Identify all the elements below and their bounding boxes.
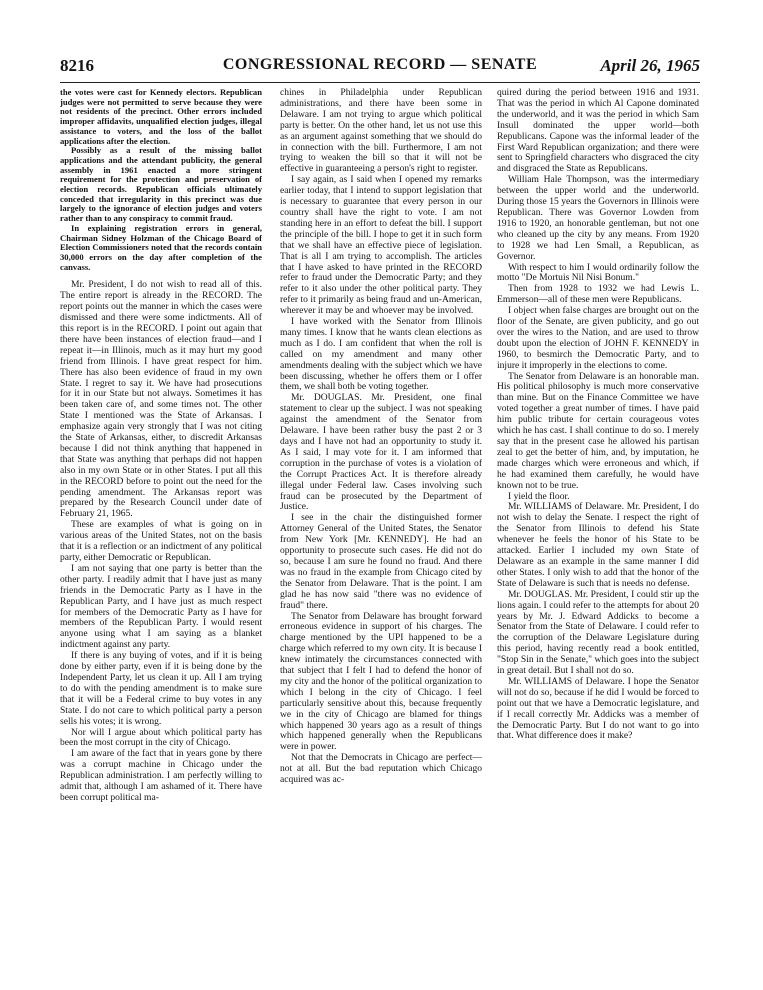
paragraph: I am aware of the fact that in years gone by there was a corrupt machine in Chicago under the Republican administration. I am perfectly willing to admit that, although I am ashamed of it. There have been corrupt political ma-	[60, 748, 262, 803]
text-column-1	[60, 88, 262, 974]
paragraph: Nor will I argue about which political party has been the most corrupt in the city of Chicago.	[60, 726, 262, 749]
paragraph: I see in the chair the distinguished former Attorney General of the United States, the Senator from New York [Mr. KENNEDY]. He had an opportunity to prosecute such cases. He did not do so, because I am sure he found no fraud. And there was no fraud in the example from Chicago cited by the Senator from Delaware. That is the point. I am glad he has now said "there was no evidence of fraud" there.	[280, 512, 482, 611]
paragraph: With respect to him I would ordinarily follow the motto "De Mortuis Nil Nisi Bonum."	[497, 261, 699, 284]
text-column-2	[280, 88, 482, 974]
paragraph: the votes were cast for Kennedy electors. Republican judges were not permitted to serve because they were not residents of the precinct. Other errors included improper affidavits, unqualified election judges, illegal assistance to voters, and the loss of the ballot applications after the election.	[60, 88, 262, 146]
page-number: 8216	[60, 56, 94, 75]
paragraph: I am not saying that one party is better than the other party. I readily admit that I have just as many friends in the Democratic Party as I have in the Republican Party, and I have just as much respect for members of the Democratic Party as I have for members of the Republican Party. I would resent anyone using what I am saying as a blanket indictment against any party.	[60, 562, 262, 651]
issue-date: April 26, 1965	[600, 56, 700, 75]
paragraph: These are examples of what is going on in various areas of the United States, not on the basis that it is a reflection or an indictment of any political party, either Democratic or Republican.	[60, 519, 262, 564]
paragraph: Mr. WILLIAMS of Delaware. Mr. President, I do not wish to delay the Senate. I respect the right of the Senator from Illinois to defend his State whenever he feels the honor of his State to be attacked. Earlier I included my own State of Delaware as an example in the same manner I did other States. I only wish to add that the honor of the State of Delaware is such that is needs no defense.	[497, 501, 699, 589]
paragraph: William Hale Thompson, was the intermediary between the upper world and the underworld. During those 15 years the Governors in Illinois were Republican. There was Governor Lowden from 1916 to 1920, an honorable gentleman, but not one who cleaned up the city by any means. From 1920 to 1928 we had Len Small, a Republican, as Governor.	[497, 174, 699, 262]
paragraph: I yield the floor.	[508, 490, 570, 502]
paragraph: Mr. DOUGLAS. Mr. President, one final statement to clear up the subject. I was not speaking against the amendment of the Senator from Delaware. I have been rather busy the past 2 or 3 days and I have not had an opportunity to study it. As I said, I may vote for it. I am informed that corruption in the purchase of votes is a violation of the Corrupt Practices Act. It is therefore already illegal under Federal law. Cases involving such fraud can be prosecuted by the Department of Justice.	[280, 392, 482, 513]
page-header	[60, 56, 700, 83]
paragraph: If there is any buying of votes, and if it is being done by either party, even if it is being done by the Independent Party, let us clean it up. All I am trying to do with the pending amendment is to make sure that it will be a Federal crime to buy votes in any State. I do not care to which political party a person sells his votes; it is wrong.	[60, 650, 262, 727]
paragraph: quired during the period between 1916 and 1931. That was the period in which Al Capone dominated the underworld, and it was the period in which Sam Insull dominated the upper world—both Republicans. Capone was the informal leader of the First Ward Republican organization; and there were sent to Springfield characters who disgraced the city and disgraced the State as Republicans.	[497, 88, 699, 175]
paragraph: chines in Philadelphia under Republican administrations, and there have been some in Delaware. I am not trying to argue which political party is better. On the other hand, let us not use this as an argument against something that we should do in connection with the bill. Furthermore, I am not trying to weaken the bill so that it will not be effective in guaranteeing a person's right to register.	[280, 88, 482, 175]
publication-title: CONGRESSIONAL RECORD — SENATE	[222, 56, 538, 73]
paragraph: Mr. WILLIAMS of Delaware. I hope the Senator will not do so, because if he did I would be forced to point out that we have a Democratic legislature, and if I recall correctly Mr. Addicks was a member of the Democratic Party. But I do not want to go into that. What difference does it make?	[497, 675, 699, 742]
paragraph: Possibly as a result of the missing ballot applications and the attendant publicity, the general assembly in 1961 enacted a more stringent requirement for the protection and preservation of election records. Republican officials ultimately conceded that irregularity in this precinct was due largely to the ignorance of election judges and voters rather than to any conspiracy to commit fraud.	[60, 145, 262, 224]
paragraph: Mr. DOUGLAS. Mr. President, I could stir up the lions again. I could refer to the attempts for about 20 years by Mr. J. Edward Addicks to become a Senator from the State of Delaware. I could refer to the corruption of the Delaware Legislature during this period, having recently read a book entitled, "Stop Sin in the Senate," which goes into the subject in great detail. But I shall not do so.	[497, 588, 699, 677]
paragraph: The Senator from Delaware is an honorable man. His political philosophy is much more conservative than mine. But on the Finance Committee we have voted together a great number of times. I have paid him public tribute for certain courageous votes which he has cast. I shall continue to do so. I merely say that in the present case he allowed his partisan zeal to get the better of him, and, by imputation, he made charges which were erroneous and which, if he had examined them carefully, he would have known not to be true.	[497, 370, 699, 491]
paragraph: I object when false charges are brought out on the floor of the Senate, are given publicity, and go out over the wires to the Nation, and are used to throw doubt upon the election of JOHN F. KENNEDY in 1960, to besmirch the Democratic Party, and to injure it improperly in the elections to come.	[497, 305, 699, 371]
paragraph: I say again, as I said when I opened my remarks earlier today, that I intend to support legislation that is necessary to guarantee that every person in our country shall have the right to vote. I am not standing here in an effort to defeat the bill. I support the principle of the bill. I hope to get it in such form that we shall have an effective piece of legislation. That is all I am trying to accomplish. The articles that I have asked to have printed in the RECORD refer to fraud under the Democratic Party; and they refer to it also under the other political party. They refer to it primarily as being fraud and un-American, wherever it may be and whoever may be involved.	[280, 174, 482, 317]
paragraph: Then from 1928 to 1932 we had Lewis L. Emmerson—all of these men were Republicans.	[497, 283, 699, 306]
paragraph: Mr. President, I do not wish to read all of this. The entire report is already in the RECORD. The report points out the manner in which the cases were dismissed and there were some indictments. All of this report is in the RECORD. I point out again that there have been instances of election fraud—and I repeat it—in Illinois, much as it may hurt my good friend from Illinois. I have great respect for him. There has also been evidence of fraud in my own State. I regret to say it. We have had prosecutions for it in our State but not always. Sometimes it has been taken care of, and some times not. The other State I mentioned was the State of Arkansas. I emphasize again very strongly that I was not citing the State of Arkansas, either, to discredit Arkansas because I did not think anything that happened in that State was anything that perhaps did not happen also in my own State or in other States. I put all this in the RECORD before to point out the need for the pending amendment. The Arkansas report was prepared by the Research Council under date of February 21, 1965.	[60, 279, 262, 520]
paragraph: I have worked with the Senator from Illinois many times. I know that he wants clean elections as much as I do. I am confident that when the roll is called on my amendment and many other amendments dealing with the subject which we have been discussing, whether he offers them or I offer them, we shall both be voting together.	[280, 316, 482, 393]
text-column-3	[497, 88, 699, 974]
paragraph: In explaining registration errors in general, Chairman Sidney Holzman of the Chicago Board of Election Commissioners noted that the records contain 30,000 errors on the day after completion of the canvass.	[60, 222, 262, 272]
paragraph: Not that the Democrats in Chicago are perfect—not at all. But the bad reputation which Chicago acquired was ac-	[280, 752, 482, 786]
paragraph: The Senator from Delaware has brought forward erroneous evidence in support of his charges. The charge mentioned by the UPI happened to be a charge which referred to my own city. It is because I knew intimately the circumstances connected with that subject that I felt I had to defend the honor of my city and the honor of the political organization to which I belong in the city of Chicago. I feel particularly sensitive about this, because frequently we in the city of Chicago are blamed for things which happened 30 years ago as a result of things which happened generally when the Republicans were in power.	[280, 610, 482, 753]
